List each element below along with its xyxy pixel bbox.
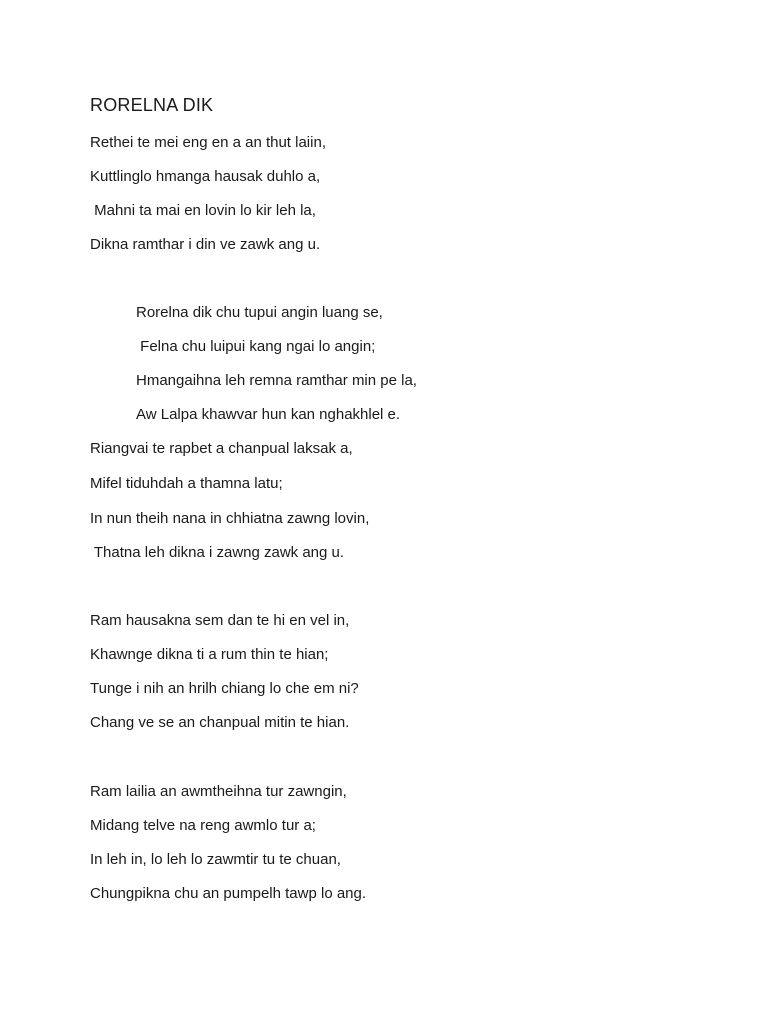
chorus-line-3: Hmangaihna leh remna ramthar min pe la, <box>136 372 417 389</box>
stanza-3-line-1: Ram hausakna sem dan te hi en vel in, <box>90 612 350 629</box>
stanza-4-line-4: Chungpikna chu an pumpelh tawp lo ang. <box>90 885 367 902</box>
stanza-4-line-1: Ram lailia an awmtheihna tur zawngin, <box>90 783 347 800</box>
stanza-2-line-4: Thatna leh dikna i zawng zawk ang u. <box>90 544 345 561</box>
chorus-line-1: Rorelna dik chu tupui angin luang se, <box>136 304 383 321</box>
stanza-3-line-4: Chang ve se an chanpual mitin te hian. <box>90 714 350 731</box>
chorus-line-4: Aw Lalpa khawvar hun kan nghakhlel e. <box>136 406 401 423</box>
poem-title: RORELNA DIK <box>90 95 214 115</box>
stanza-2-line-2: Mifel tiduhdah a thamna latu; <box>90 475 283 492</box>
stanza-1-line-4: Dikna ramthar i din ve zawk ang u. <box>90 236 321 253</box>
stanza-2-line-1: Riangvai te rapbet a chanpual laksak a, <box>90 440 353 457</box>
stanza-1-line-1: Rethei te mei eng en a an thut laiin, <box>90 134 326 151</box>
stanza-3-line-2: Khawnge dikna ti a rum thin te hian; <box>90 646 329 663</box>
stanza-4-line-3: In leh in, lo leh lo zawmtir tu te chuan, <box>90 851 341 868</box>
stanza-4-line-2: Midang telve na reng awmlo tur a; <box>90 817 316 834</box>
chorus-line-2: Felna chu luipui kang ngai lo angin; <box>136 338 376 355</box>
stanza-3-line-3: Tunge i nih an hrilh chiang lo che em ni? <box>90 680 359 697</box>
stanza-2-line-3: In nun theih nana in chhiatna zawng lovin, <box>90 510 370 527</box>
stanza-1-line-2: Kuttlinglo hmanga hausak duhlo a, <box>90 168 321 185</box>
stanza-1-line-3: Mahni ta mai en lovin lo kir leh la, <box>90 202 316 219</box>
